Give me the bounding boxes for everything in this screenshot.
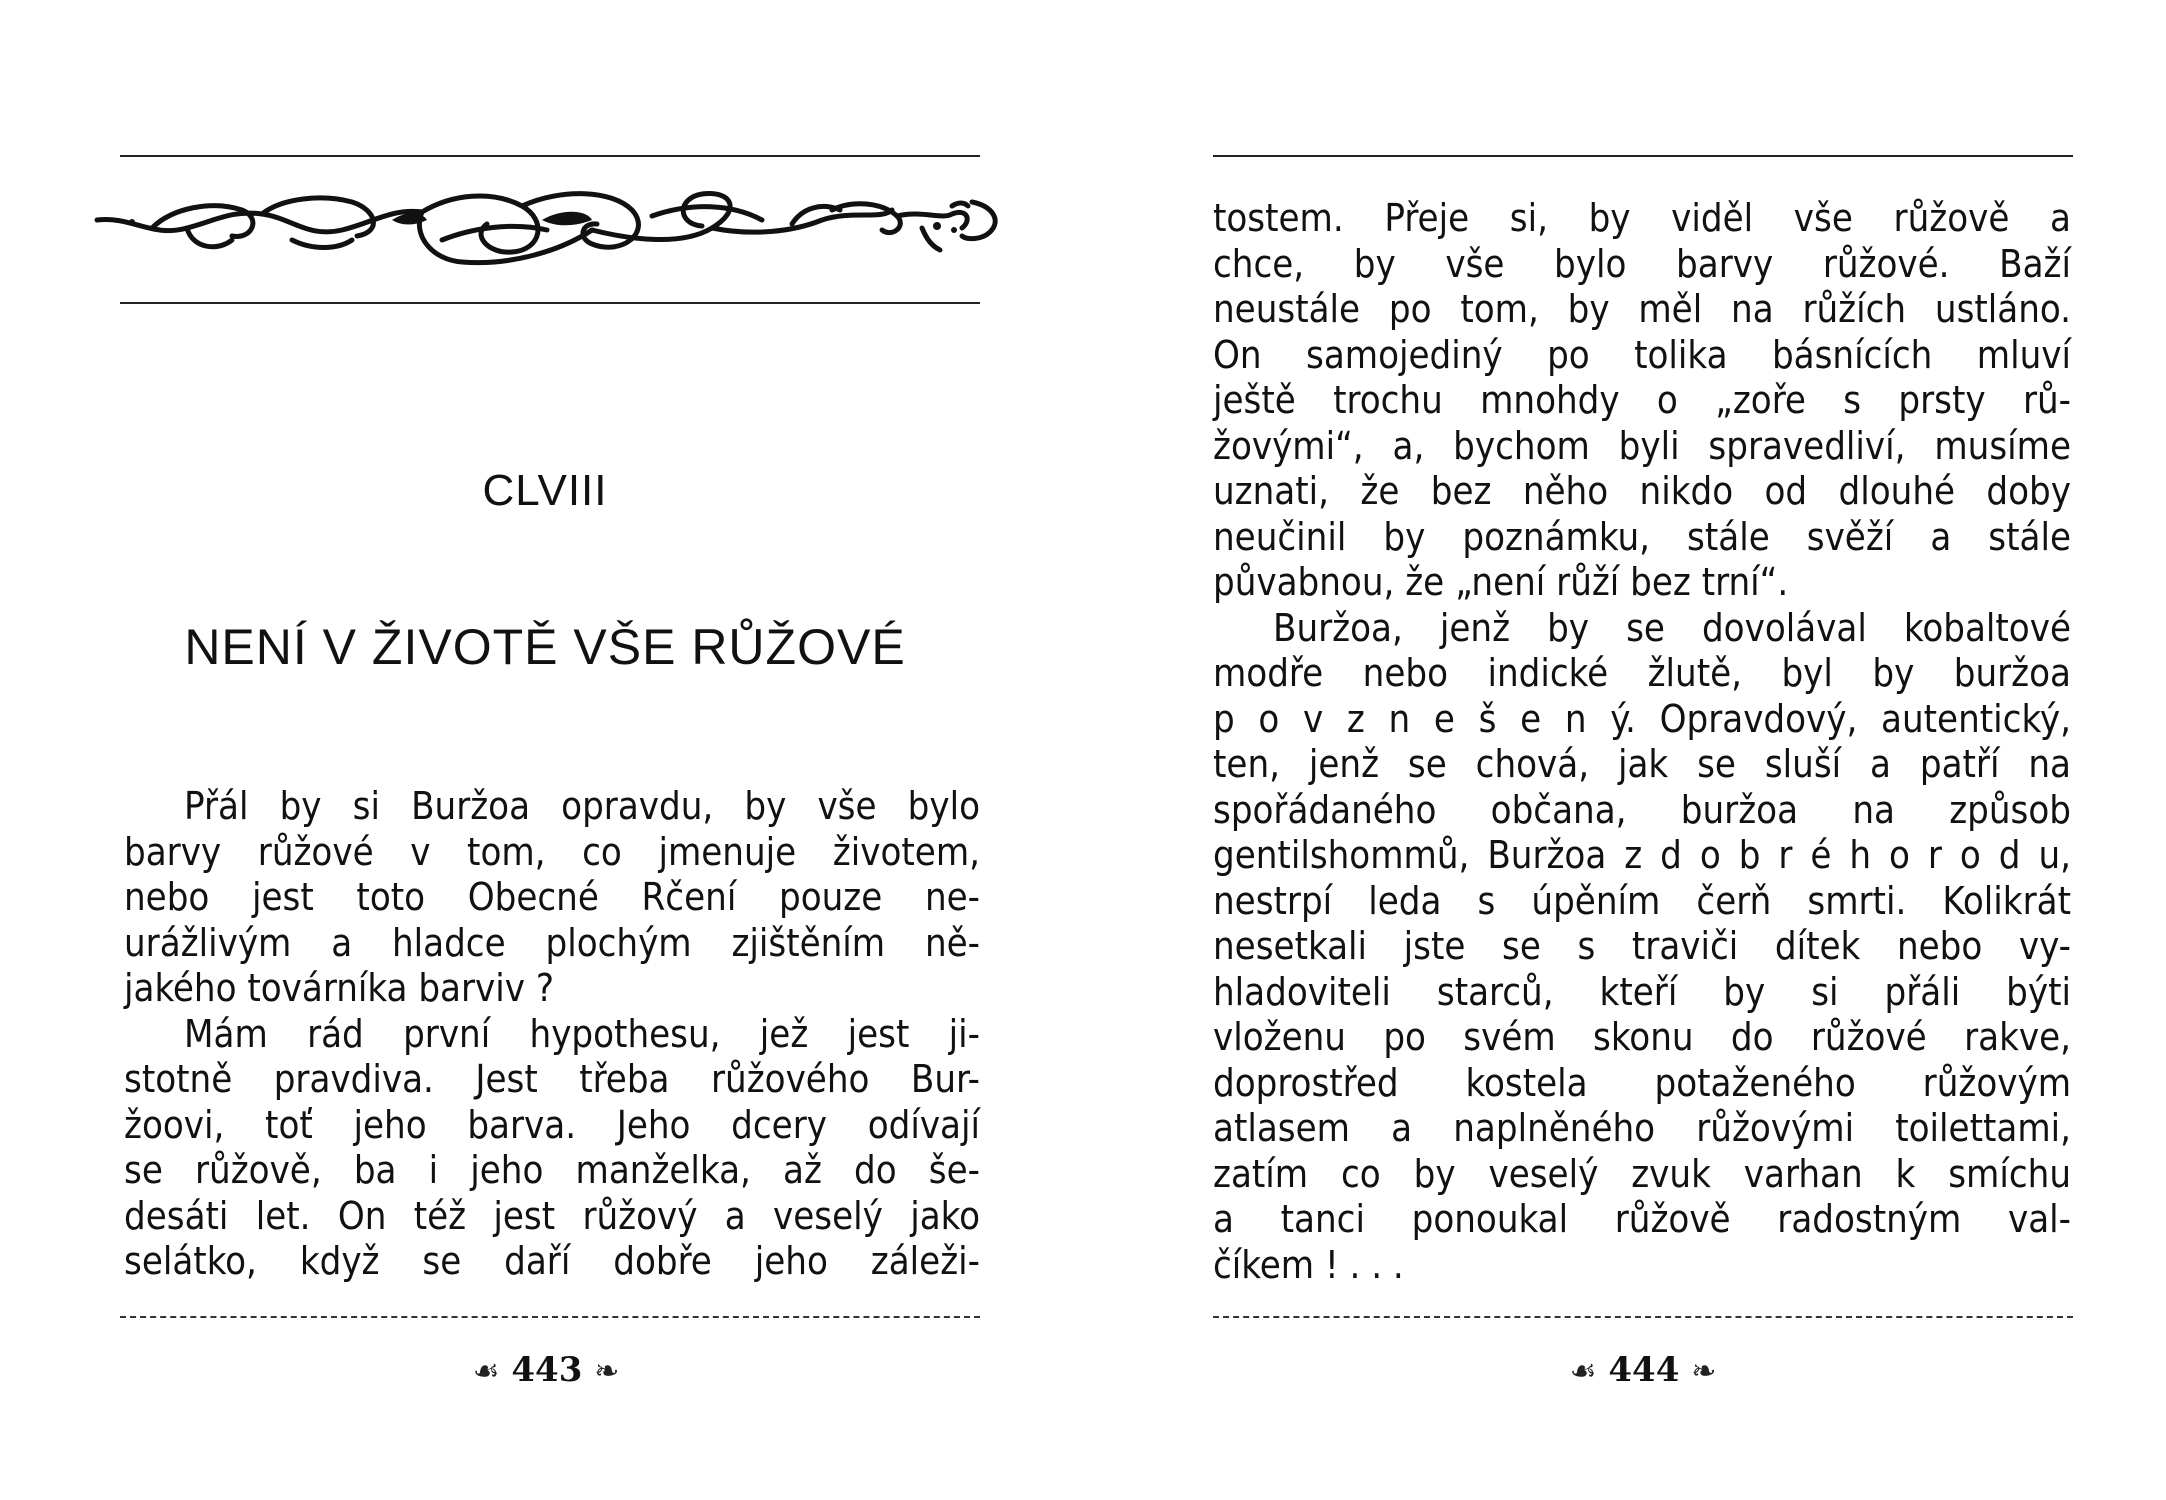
text-line: atlasem a naplněného růžovými toilettami, bbox=[1213, 1106, 2071, 1150]
chapter-title: NENÍ V ŽIVOTĚ VŠE RŮŽOVÉ bbox=[184, 619, 906, 675]
left-body-text bbox=[124, 784, 980, 1285]
text-line: urážlivým a hladce plochým zjištěním ně- bbox=[124, 920, 980, 965]
page-number bbox=[1493, 1350, 1793, 1390]
fleuron-left-icon: ☙ bbox=[1569, 1354, 1597, 1389]
fleuron-right-icon: ❧ bbox=[1691, 1354, 1717, 1389]
text-line: jakého továrníka barviv ? bbox=[124, 966, 554, 1010]
text-line: zatím co by veselý zvuk varhan k smíchu bbox=[1213, 1151, 2071, 1196]
text-line: selátko, když se daří dobře jeho záleži- bbox=[124, 1239, 980, 1283]
fleuron-right-icon: ❧ bbox=[594, 1354, 620, 1389]
text-line: a tanci ponoukal růžově radostným val- bbox=[1213, 1197, 2071, 1241]
footer-rule bbox=[1213, 1316, 2073, 1318]
text-line: modře nebo indické žlutě, byl by buržoa bbox=[1213, 651, 2071, 695]
text-line: hladoviteli starců, kteří by si přáli býti bbox=[1213, 969, 2071, 1014]
text-line: ten, jenž se chová, jak se sluší a patří na bbox=[1213, 742, 2071, 786]
header-rule-bottom bbox=[120, 302, 980, 304]
text-line: p o v z n e š e n ý. Opravdový, autentický, bbox=[1213, 696, 2071, 741]
chapter-number: CLVIII bbox=[482, 466, 608, 515]
text-line: nebo jest toto Obecné Rčení pouze ne- bbox=[124, 875, 980, 919]
text-line: stotně pravdiva. Jest třeba růžového Bur- bbox=[124, 1057, 980, 1101]
text-line: půvabnou, že „není růží bez trní“. bbox=[1213, 560, 1789, 604]
page-number-label: 443 bbox=[511, 1350, 583, 1390]
right-page bbox=[1083, 0, 2166, 1500]
text-line: On samojediný po tolika básnících mluví bbox=[1213, 332, 2071, 377]
text-line: neučinil by poznámku, stále svěží a stále bbox=[1213, 514, 2071, 559]
text-line: číkem ! . . . bbox=[1213, 1242, 1404, 1287]
right-body-text bbox=[1213, 196, 2071, 1288]
text-line: nesetkali jste se s traviči dítek nebo vy- bbox=[1213, 924, 2071, 968]
header-rule-top bbox=[120, 155, 980, 157]
page-number bbox=[396, 1350, 696, 1390]
text-line: barvy růžové v tom, co jmenuje životem, bbox=[124, 829, 980, 874]
text-line: ještě trochu mnohdy o „zoře s prsty rů- bbox=[1213, 378, 2071, 422]
text-line: žovými“, a, bychom byli spravedliví, musíme bbox=[1213, 423, 2071, 468]
text-line: nestrpí leda s úpěním čerň smrti. Kolikrát bbox=[1213, 878, 2071, 923]
text-line: gentilshommů, Buržoa z d o b r é h o r o d u, bbox=[1213, 833, 2071, 877]
fleuron-left-icon: ☙ bbox=[472, 1354, 500, 1389]
text-line: Buržoa, jenž by se dovolával kobaltové bbox=[1273, 605, 2071, 650]
text-line: neustále po tom, by měl na růžích ustláno. bbox=[1213, 287, 2071, 331]
text-line: Přál by si Buržoa opravdu, by vše bylo bbox=[184, 784, 980, 828]
floral-vine-ornament bbox=[92, 180, 1012, 280]
text-line: chce, by vše bylo barvy růžové. Baží bbox=[1213, 241, 2071, 286]
text-line: spořádaného občana, buržoa na způsob bbox=[1213, 787, 2071, 832]
text-line: Mám rád první hypothesu, jež jest ji- bbox=[184, 1011, 980, 1056]
text-line: žoovi, toť jeho barva. Jeho dcery odívají bbox=[124, 1102, 980, 1147]
text-line: desáti let. On též jest růžový a veselý jako bbox=[124, 1193, 980, 1238]
header-rule-top bbox=[1213, 155, 2073, 157]
text-line: vloženu po svém skonu do růžové rakve, bbox=[1213, 1015, 2071, 1059]
text-line: tostem. Přeje si, by viděl vše růžově a bbox=[1213, 196, 2071, 240]
page-number-label: 444 bbox=[1608, 1350, 1680, 1390]
text-line: uznati, že bez něho nikdo od dlouhé doby bbox=[1213, 469, 2071, 513]
footer-rule bbox=[120, 1316, 980, 1318]
text-line: doprostřed kostela potaženého růžovým bbox=[1213, 1060, 2071, 1105]
text-line: se růžově, ba i jeho manželka, až do še- bbox=[124, 1148, 980, 1192]
